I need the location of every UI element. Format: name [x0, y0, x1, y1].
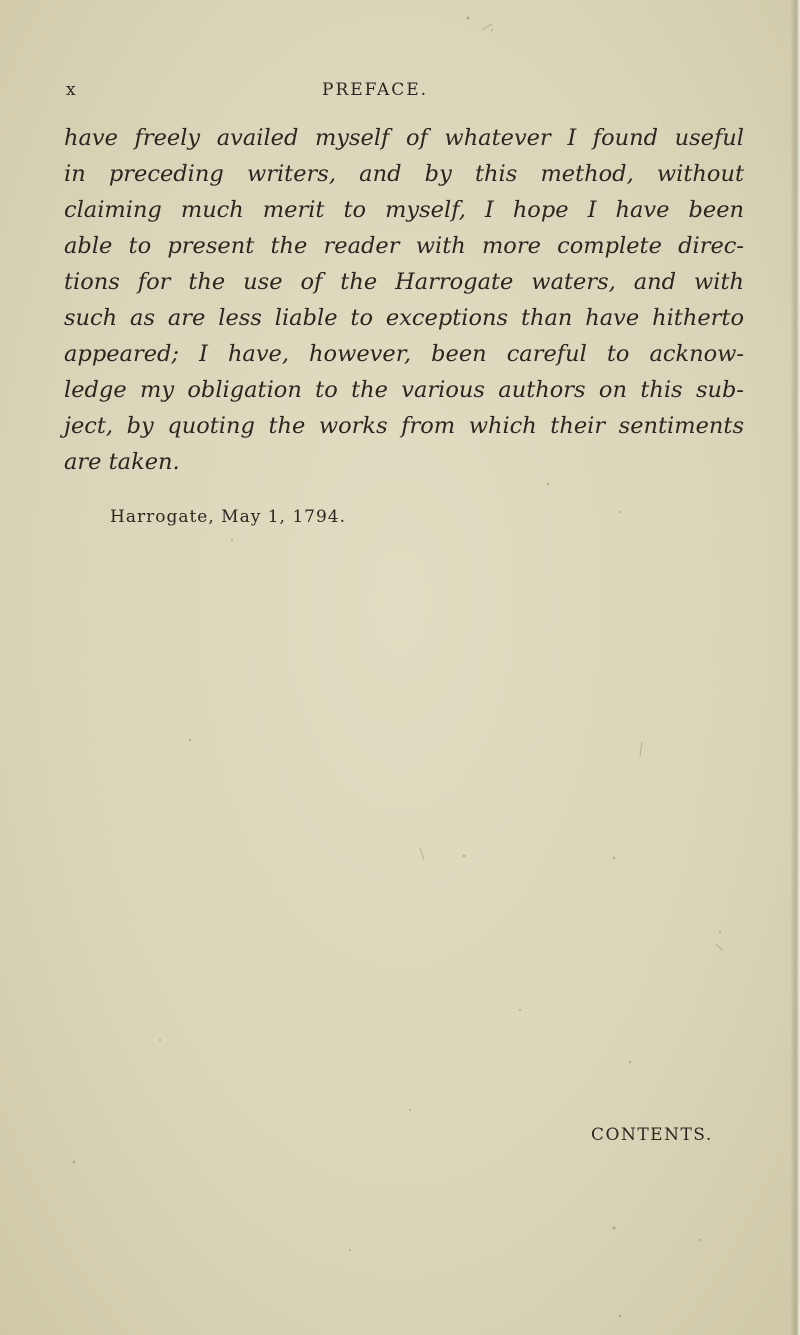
text-line: able to present the reader with more complete direc- [64, 233, 744, 259]
running-head: PREFACE. [322, 80, 429, 100]
text-line: are taken. [64, 449, 180, 475]
text-line: tions for the use of the Harrogate waters, and with [64, 269, 744, 295]
page-number: x [66, 80, 77, 100]
page-edge-shadow [790, 0, 800, 1335]
text-line: such as are less liable to exceptions than have hitherto [64, 305, 744, 331]
text-line: ledge my obligation to the various authors on this sub- [64, 377, 744, 403]
text-line: in preceding writers, and by this method, without [64, 161, 744, 187]
text-line: appeared; I have, however, been careful to acknow- [64, 341, 744, 367]
text-line: ject, by quoting the works from which their sentiments [64, 413, 744, 439]
text-line: have freely availed myself of whatever I found useful [64, 125, 744, 151]
catchword: CONTENTS. [591, 1125, 713, 1145]
text-line: claiming much merit to myself, I hope I have been [64, 197, 744, 223]
body-paragraph [64, 120, 744, 480]
place-date-signature: Harrogate, May 1, 1794. [110, 507, 347, 527]
